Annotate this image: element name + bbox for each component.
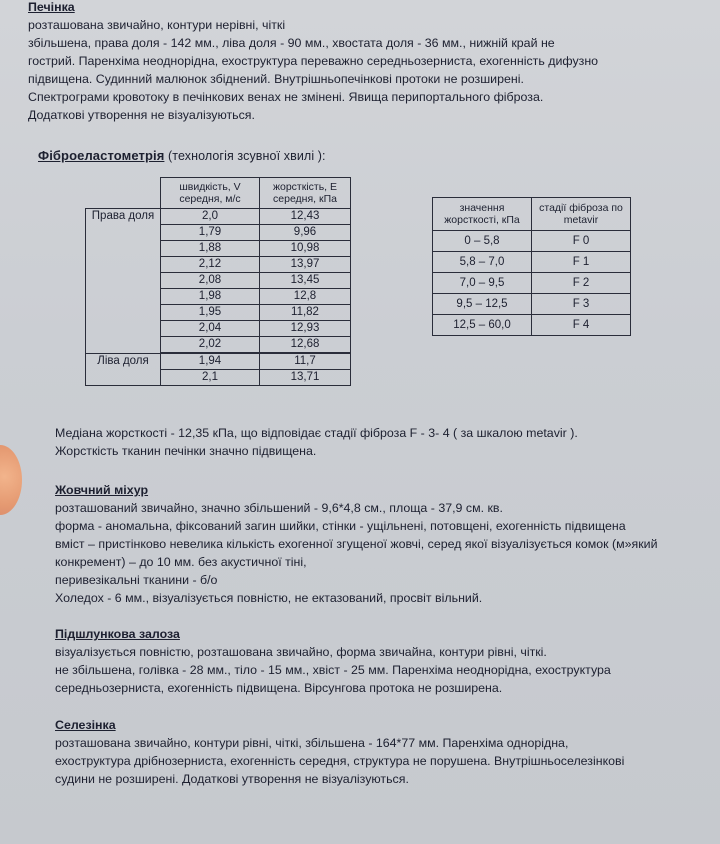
pancreas-line-1: візуалізується повністю, розташована звичайно, форма звичайна, контури рівні, чіткі.	[55, 645, 547, 659]
pancreas-line-3: середньозерниста, ехогенність підвищена. Вірсунгова протока не розширена.	[55, 681, 503, 695]
table-cell: F 2	[532, 273, 631, 294]
table-cell: 13,71	[260, 370, 351, 386]
table-cell: F 0	[532, 231, 631, 252]
table-cell: 12,93	[260, 321, 351, 337]
gallbladder-section	[55, 481, 720, 607]
table-cell: 11,7	[260, 354, 351, 370]
table-row	[433, 315, 631, 336]
fibro-summary	[55, 424, 720, 460]
table-cell: 2,08	[161, 273, 260, 289]
table-cell: 12,43	[260, 209, 351, 225]
table-row	[433, 252, 631, 273]
table-cell: 13,97	[260, 257, 351, 273]
table-cell: 10,98	[260, 241, 351, 257]
table-row	[433, 231, 631, 252]
table-row	[86, 209, 351, 225]
left-lobe-label: Ліва доля	[86, 354, 161, 386]
liver-line-1: розташована звичайно, контури нерівні, чіткі	[28, 18, 286, 32]
spleen-line-2: ехоструктура дрібнозерниста, ехогенність середня, структура не порушена. Внутрішньоселезінкові	[55, 754, 625, 768]
pancreas-heading: Підшлункова залоза	[55, 627, 180, 641]
spleen-line-1: розташована звичайно, контури рівні, чіткі, збільшена - 164*77 мм. Паренхіма однорідна,	[55, 736, 569, 750]
gallbladder-line-2: форма - аномальна, фіксований загин шийки, стінки - ущільнені, потовщені, ехогенність підвищена	[55, 519, 626, 533]
fibro-title	[38, 148, 326, 164]
liver-line-3: гострий. Паренхіма неоднорідна, ехоструктура переважно середньозерниста, ехогенність дифузно	[28, 54, 599, 68]
table-cell: F 4	[532, 315, 631, 336]
gallbladder-line-3: вміст – пристінково невелика кількість ехогенної згущеної жовчі, серед якої візуалізується комок (м»який	[55, 537, 658, 551]
table-cell: 12,68	[260, 337, 351, 353]
spleen-heading: Селезінка	[55, 718, 116, 732]
gallbladder-heading: Жовчний міхур	[55, 483, 149, 497]
table2-col1-header: значення жорсткості, кПа	[433, 198, 532, 231]
liver-line-4: підвищена. Судинний малюнок збіднений. Внутрішньопечінкові протоки не розширені.	[28, 72, 524, 86]
table-cell: 2,1	[161, 370, 260, 386]
pancreas-line-2: не збільшена, голівка - 28 мм., тіло - 15 мм., хвіст - 25 мм. Паренхіма неоднорідна, ехоструктура	[55, 663, 611, 677]
liver-line-5: Спектрограми кровотоку в печінкових венах не змінені. Явища перипортального фіброза.	[28, 90, 544, 104]
table-cell: 11,82	[260, 305, 351, 321]
fibro-subtitle: (технологія зсувної хвилі ):	[164, 149, 326, 163]
liver-line-6: Додаткові утворення не візуалізуються.	[28, 108, 255, 122]
gallbladder-line-6: Холедох - 6 мм., візуалізується повністю, не ектазований, просвіт вільний.	[55, 591, 483, 605]
table-cell: 2,12	[161, 257, 260, 273]
table-cell: 1,88	[161, 241, 260, 257]
liver-heading: Печінка	[28, 0, 75, 14]
table1-col2-header: жорсткість, Е середня, кПа	[260, 178, 351, 209]
table-cell: 2,04	[161, 321, 260, 337]
table-cell: 9,96	[260, 225, 351, 241]
table-cell: 13,45	[260, 273, 351, 289]
conclusion-line: Жорсткість тканин печінки значно підвищена.	[55, 444, 317, 458]
table-row	[433, 273, 631, 294]
right-lobe-label: Права доля	[86, 209, 161, 354]
table-row	[86, 354, 351, 370]
table-cell: 1,95	[161, 305, 260, 321]
metavir-scale-table	[432, 197, 631, 336]
table-row	[433, 294, 631, 315]
table-cell: 0 – 5,8	[433, 231, 532, 252]
liver-line-2: збільшена, права доля - 142 мм., ліва доля - 90 мм., хвостата доля - 36 мм., нижній край не	[28, 36, 555, 50]
elastography-measurements-table	[85, 177, 351, 386]
gallbladder-line-1: розташований звичайно, значно збільшений - 9,6*4,8 см., площа - 37,9 см. кв.	[55, 501, 503, 515]
table-cell: 1,94	[161, 354, 260, 370]
table-cell: F 1	[532, 252, 631, 273]
table2-col2-header: стадії фіброза по metavir	[532, 198, 631, 231]
spleen-line-3: судини не розширені. Додаткові утворення не візуалізуються.	[55, 772, 409, 786]
table-cell: 2,02	[161, 337, 260, 353]
table-cell: 5,8 – 7,0	[433, 252, 532, 273]
gallbladder-line-4: конкремент) – до 10 мм. без акустичної тіні,	[55, 555, 307, 569]
pancreas-section	[55, 625, 720, 697]
fibro-heading: Фіброеластометрія	[38, 148, 165, 163]
table-cell: 12,5 – 60,0	[433, 315, 532, 336]
table-cell: 9,5 – 12,5	[433, 294, 532, 315]
table-cell: 12,8	[260, 289, 351, 305]
liver-section	[28, 0, 708, 124]
table1-col1-header: швидкість, V середня, м/с	[161, 178, 260, 209]
table-cell: F 3	[532, 294, 631, 315]
table-cell: 2,0	[161, 209, 260, 225]
table-cell: 1,98	[161, 289, 260, 305]
table-cell: 7,0 – 9,5	[433, 273, 532, 294]
table-cell: 1,79	[161, 225, 260, 241]
spleen-section	[55, 716, 720, 788]
gallbladder-line-5: перивезікальні тканини - б/о	[55, 573, 218, 587]
median-line: Медіана жорсткості - 12,35 кПа, що відповідає стадії фіброза F - 3- 4 ( за шкалою metavir ).	[55, 426, 578, 440]
